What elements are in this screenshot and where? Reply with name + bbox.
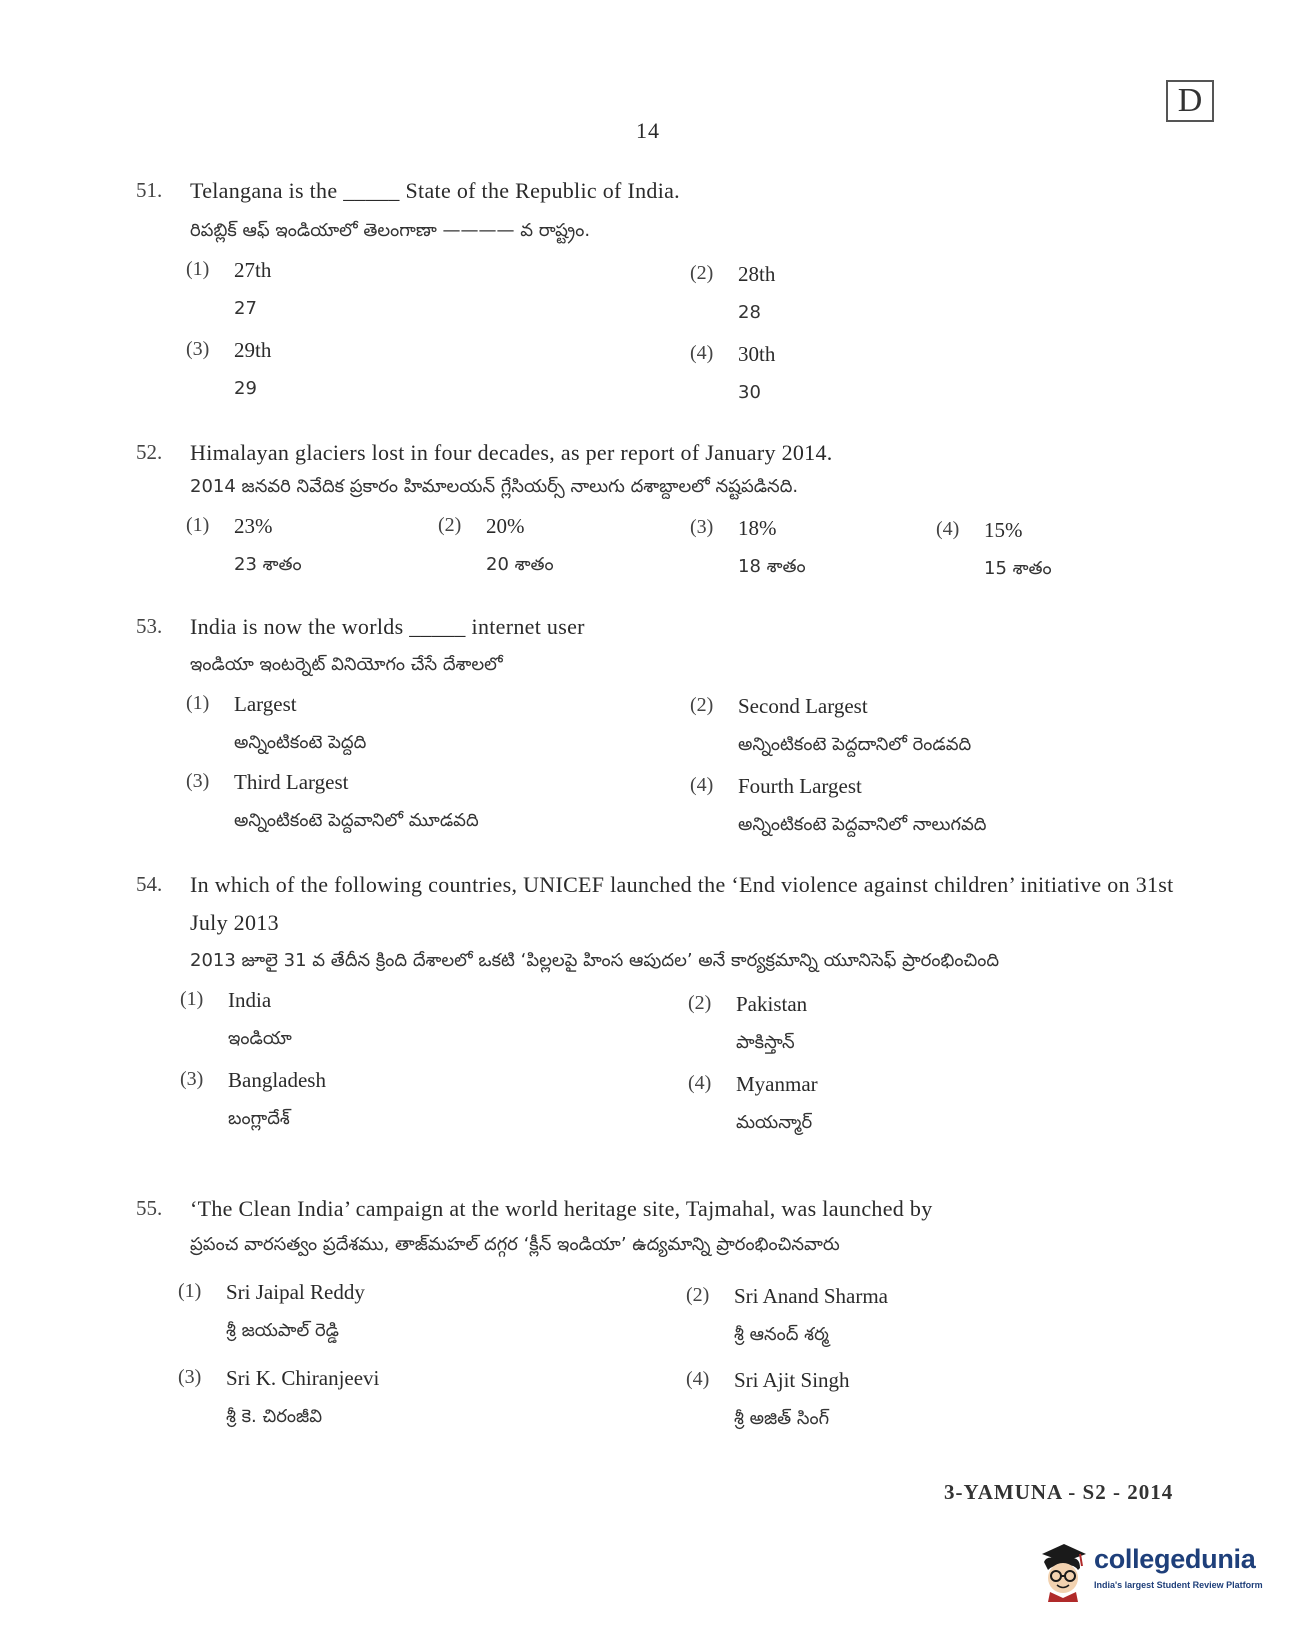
option-text-telugu: శ్రీ అజిత్ సింగ్	[734, 1408, 830, 1429]
option-text-telugu: శ్రీ జయపాల్ రెడ్డి	[226, 1320, 339, 1341]
brand-tagline: India's largest Student Review Platform	[1094, 1580, 1263, 1590]
option-text-english: Sri Ajit Singh	[734, 1368, 850, 1392]
question-number: 53.	[136, 614, 163, 638]
option-number: (3)	[690, 516, 714, 538]
option-number: (3)	[186, 770, 210, 792]
option-text-english: Sri Anand Sharma	[734, 1284, 888, 1308]
option-text-english: Pakistan	[736, 992, 808, 1016]
option-text-english: 20%	[486, 514, 525, 538]
option-text-telugu: 18 శాతం	[738, 556, 806, 577]
option-number: (3)	[186, 338, 210, 360]
option-number: (4)	[686, 1368, 710, 1390]
option-text-english: Fourth Largest	[738, 774, 862, 798]
option-text-english: 28th	[738, 262, 776, 286]
brand-name: collegedunia	[1094, 1544, 1256, 1574]
option-text-telugu: అన్నింటికంటె పెద్దవానిలో నాలుగవది	[738, 814, 987, 835]
option-text-telugu: 30	[738, 382, 761, 403]
option-number: (2)	[686, 1284, 710, 1306]
option-text-english: 27th	[234, 258, 272, 282]
option-text-english: 15%	[984, 518, 1023, 542]
option-text-telugu: 20 శాతం	[486, 554, 554, 575]
question-number: 54.	[136, 872, 163, 896]
option-text-english: 23%	[234, 514, 273, 538]
question-text-english: ‘The Clean India’ campaign at the world heritage site, Tajmahal, was launched by	[190, 1196, 933, 1221]
question-text-english: Himalayan glaciers lost in four decades, as per report of January 2014.	[190, 440, 833, 465]
option-number: (4)	[690, 774, 714, 796]
series-code-box: D	[1166, 80, 1214, 122]
question-text-telugu: ప్రపంచ వారసత్వం ప్రదేశము, తాజ్‌మహల్ దగ్గర ‘క్లీన్ ఇండియా’ ఉద్యమాన్ని ప్రారంభించినవారు	[190, 1234, 840, 1255]
option-text-telugu: 28	[738, 302, 761, 323]
question-text-english: In which of the following countries, UNICEF launched the ‘End violence against children’ initiative on 31st July 2013	[190, 872, 1174, 935]
option-text-telugu: ఇండియా	[228, 1028, 292, 1049]
option-number: (1)	[186, 514, 210, 536]
option-text-english: Third Largest	[234, 770, 349, 794]
option-text-telugu: 15 శాతం	[984, 558, 1052, 579]
option-text-english: 18%	[738, 516, 777, 540]
option-text-english: Bangladesh	[228, 1068, 326, 1092]
option-text-telugu: అన్నింటికంటె పెద్దదానిలో రెండవది	[738, 734, 972, 755]
option-number: (1)	[186, 692, 210, 714]
option-text-telugu: 27	[234, 298, 257, 319]
option-number: (2)	[690, 262, 714, 284]
question-text-telugu: 2013 జూలై 31 వ తేదీన క్రింది దేశాలలో ఒకటి ‘పిల్లలపై హింస ఆపుదల’ అనే కార్యక్రమాన్ని యూనిసెఫ్ ప్రారంభించింది	[190, 950, 1000, 971]
student-mascot-icon	[1034, 1540, 1090, 1604]
option-text-telugu: శ్రీ ఆనంద్ శర్మ	[734, 1324, 829, 1345]
question-text-english: Telangana is the _____ State of the Republic of India.	[190, 178, 680, 203]
option-text-english: Sri Jaipal Reddy	[226, 1280, 365, 1304]
page-number: 14	[636, 118, 660, 143]
option-number: (1)	[180, 988, 204, 1010]
option-text-telugu: అన్నింటికంటె పెద్దవానిలో మూడవది	[234, 810, 479, 831]
option-text-english: 29th	[234, 338, 272, 362]
option-text-english: Sri K. Chiranjeevi	[226, 1366, 380, 1390]
option-text-telugu: మయన్మార్	[736, 1112, 813, 1133]
option-number: (2)	[688, 992, 712, 1014]
question-text-telugu: రిపబ్లిక్ ఆఫ్ ఇండియాలో తెలంగాణా ———— వ రాష్ట్రం.	[190, 220, 591, 241]
option-text-telugu: బంగ్లాదేశ్	[228, 1108, 290, 1129]
option-text-english: Largest	[234, 692, 297, 716]
option-text-english: Second Largest	[738, 694, 868, 718]
option-number: (3)	[178, 1366, 202, 1388]
option-number: (4)	[688, 1072, 712, 1094]
option-number: (2)	[438, 514, 462, 536]
brand-watermark[interactable]	[1034, 1540, 1264, 1610]
option-text-english: Myanmar	[736, 1072, 818, 1096]
option-number: (4)	[690, 342, 714, 364]
option-text-telugu: శ్రీ కె. చిరంజీవి	[226, 1406, 323, 1427]
option-text-english: 30th	[738, 342, 776, 366]
option-text-english: India	[228, 988, 272, 1012]
option-text-telugu: పాకిస్తాన్	[736, 1032, 795, 1053]
option-number: (1)	[178, 1280, 202, 1302]
option-number: (2)	[690, 694, 714, 716]
question-number: 51.	[136, 178, 163, 202]
option-number: (1)	[186, 258, 210, 280]
option-number: (3)	[180, 1068, 204, 1090]
question-number: 52.	[136, 440, 163, 464]
option-text-telugu: 23 శాతం	[234, 554, 302, 575]
question-text-english: India is now the worlds _____ internet user	[190, 614, 585, 639]
option-number: (4)	[936, 518, 960, 540]
question-text-telugu: ఇండియా ఇంటర్నెట్ వినియోగం చేసే దేశాలలో	[190, 654, 503, 675]
option-text-telugu: అన్నింటికంటె పెద్దది	[234, 732, 367, 753]
exam-code: 3-YAMUNA - S2 - 2014	[944, 1480, 1174, 1504]
option-text-telugu: 29	[234, 378, 257, 399]
question-number: 55.	[136, 1196, 163, 1220]
question-text-telugu: 2014 జనవరి నివేదిక ప్రకారం హిమాలయన్ గ్లేసియర్స్ నాలుగు దశాబ్దాలలో నష్టపడినది.	[190, 476, 799, 497]
